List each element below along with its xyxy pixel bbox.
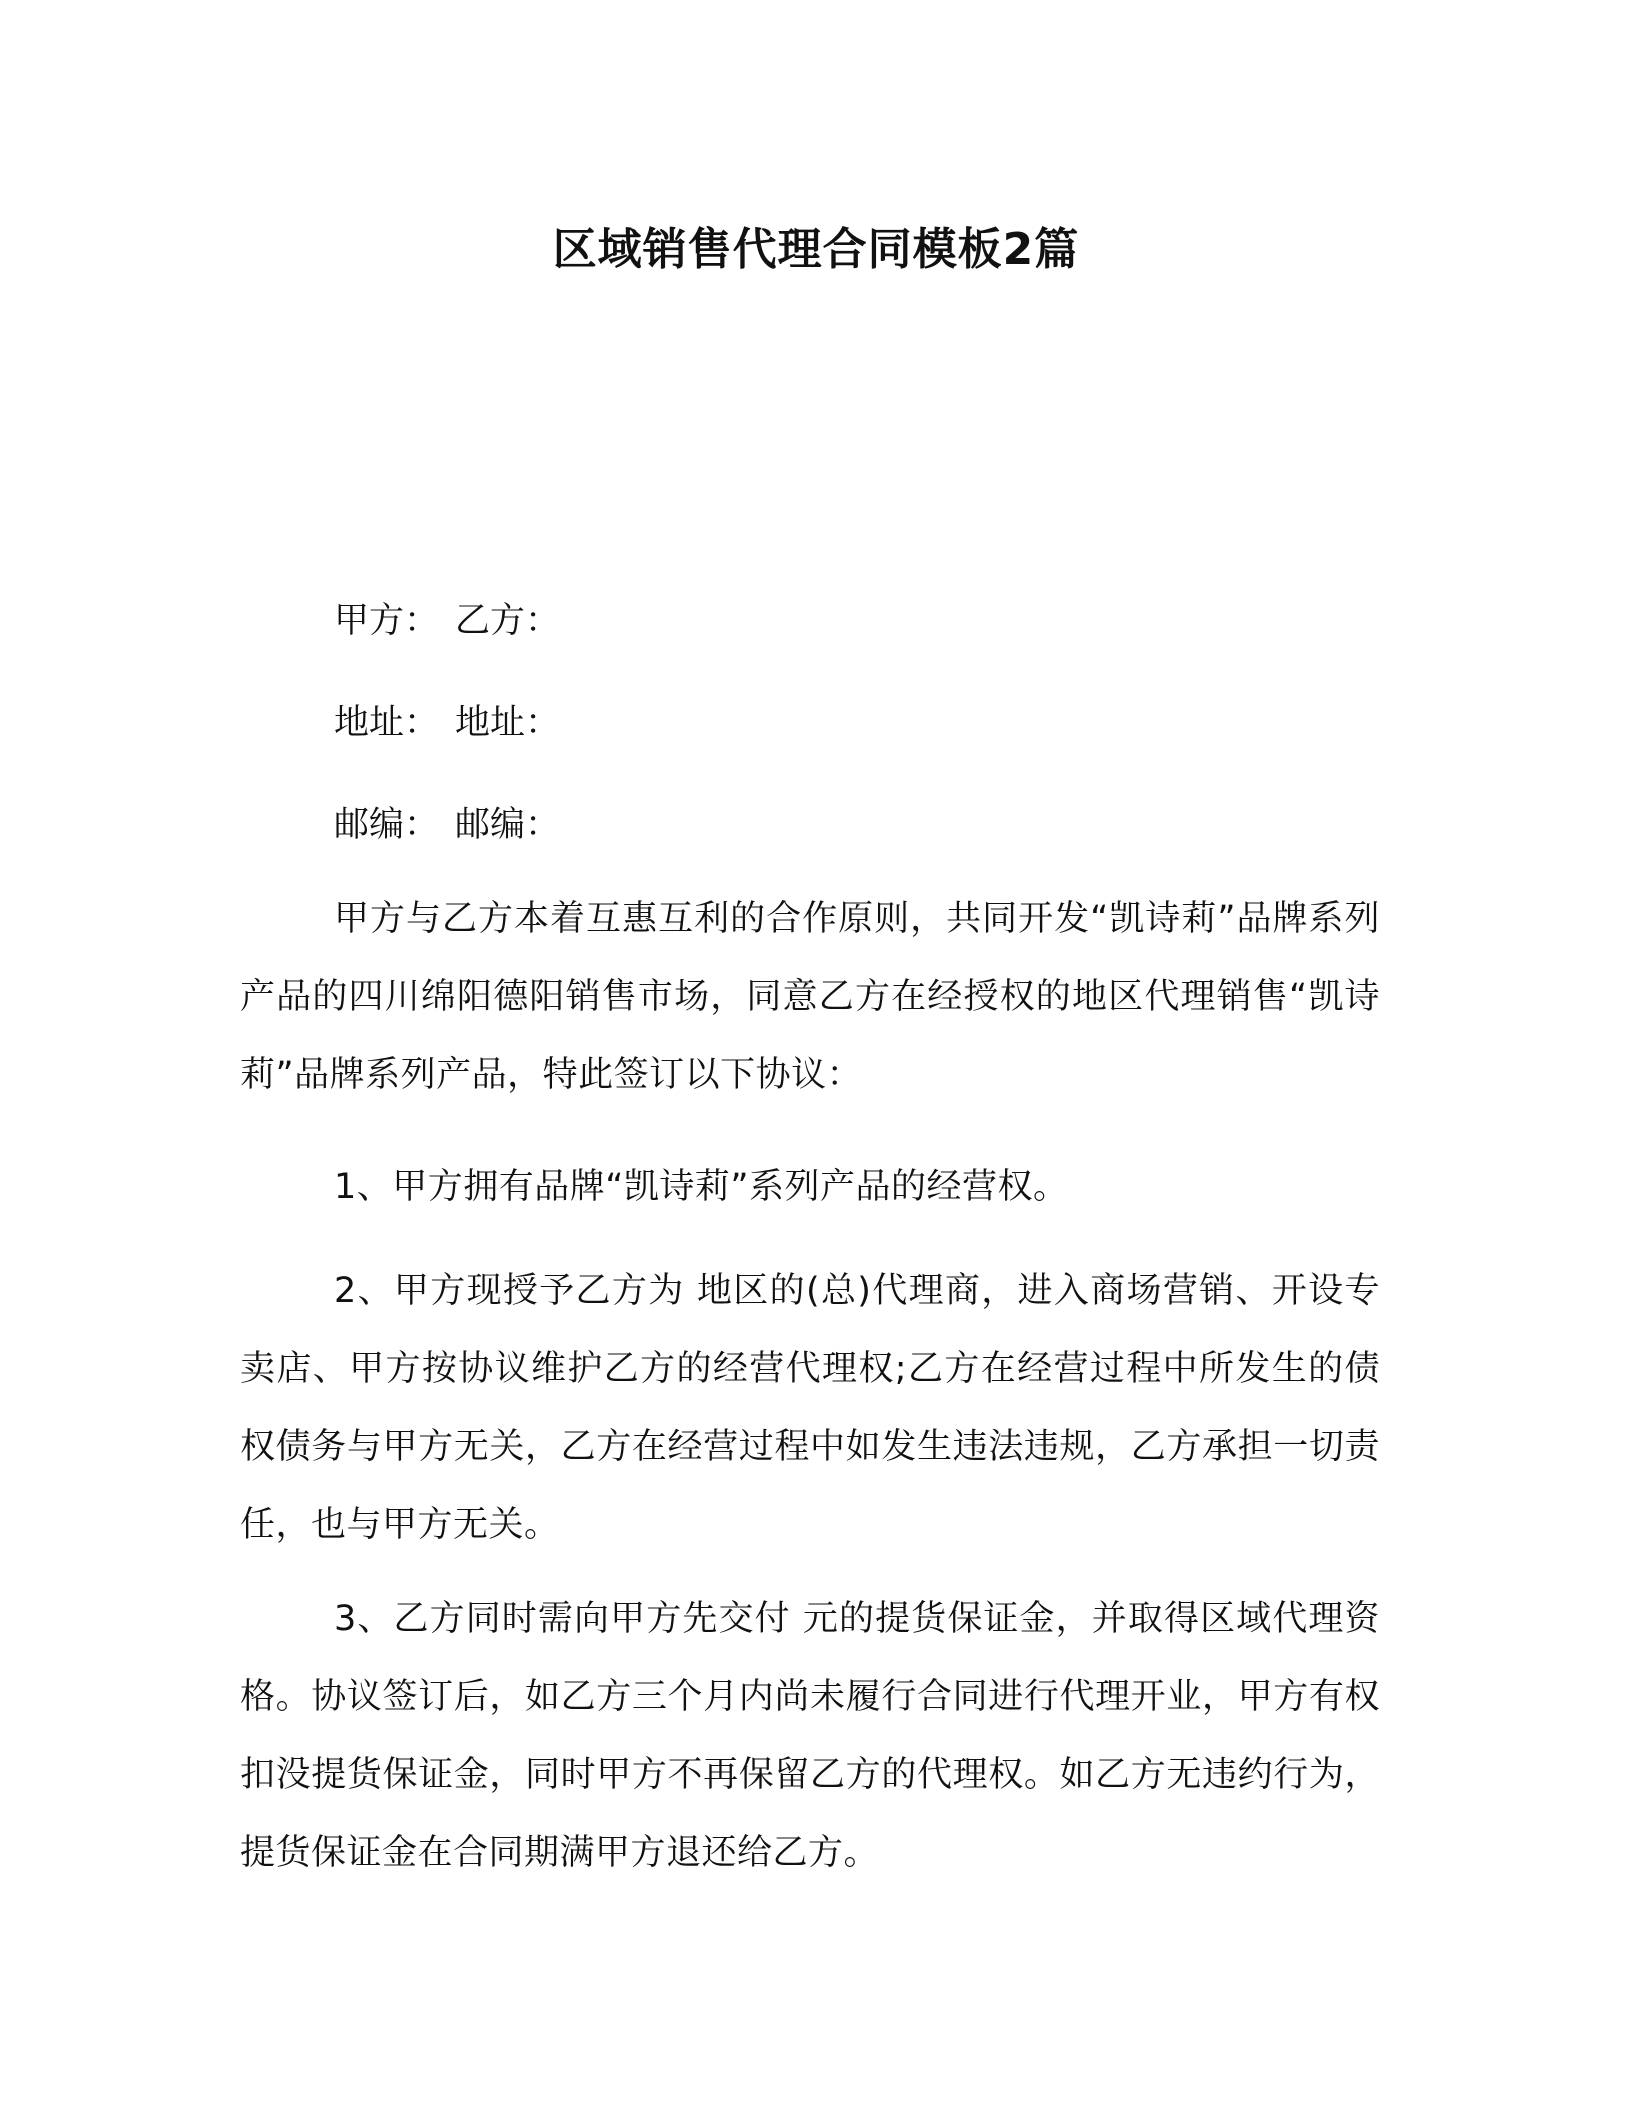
clause-1: 1、甲方拥有品牌“凯诗莉”系列产品的经营权。 [334,1167,1069,1207]
party-line-postcode [334,800,560,850]
party-a-address-label: 地址： [334,703,440,743]
party-line-parties [334,596,560,646]
clause-2: 2、甲方现授予乙方为 地区的(总)代理商，进入商场营销、开设专卖店、甲方按协议维护乙方的经营代理权;乙方在经营过程中所发生的债权债务与甲方无关，乙方在经营过程中如发生违法违规，乙方承担一切责任，也与甲方无关。 [240,1271,1380,1545]
document-title: 区域销售代理合同模板2篇 [552,224,1080,275]
party-b-address-label: 地址： [455,703,561,743]
clause-3: 3、乙方同时需向甲方先交付 元的提货保证金，并取得区域代理资格。协议签订后，如乙方三个月内尚未履行合同进行代理开业，甲方有权扣没提货保证金，同时甲方不再保留乙方的代理权。如乙方无违约行为，提货保证金在合同期满甲方退还给乙方。 [240,1599,1380,1873]
intro-paragraph: 甲方与乙方本着互惠互利的合作原则，共同开发“凯诗莉”品牌系列产品的四川绵阳德阳销售市场，同意乙方在经授权的地区代理销售“凯诗莉”品牌系列产品，特此签订以下协议： [240,899,1380,1095]
party-b-label: 乙方： [455,601,561,641]
party-b-postcode-label: 邮编： [455,805,561,845]
party-a-label: 甲方： [334,601,440,641]
party-line-address [334,698,560,748]
party-a-postcode-label: 邮编： [334,805,440,845]
